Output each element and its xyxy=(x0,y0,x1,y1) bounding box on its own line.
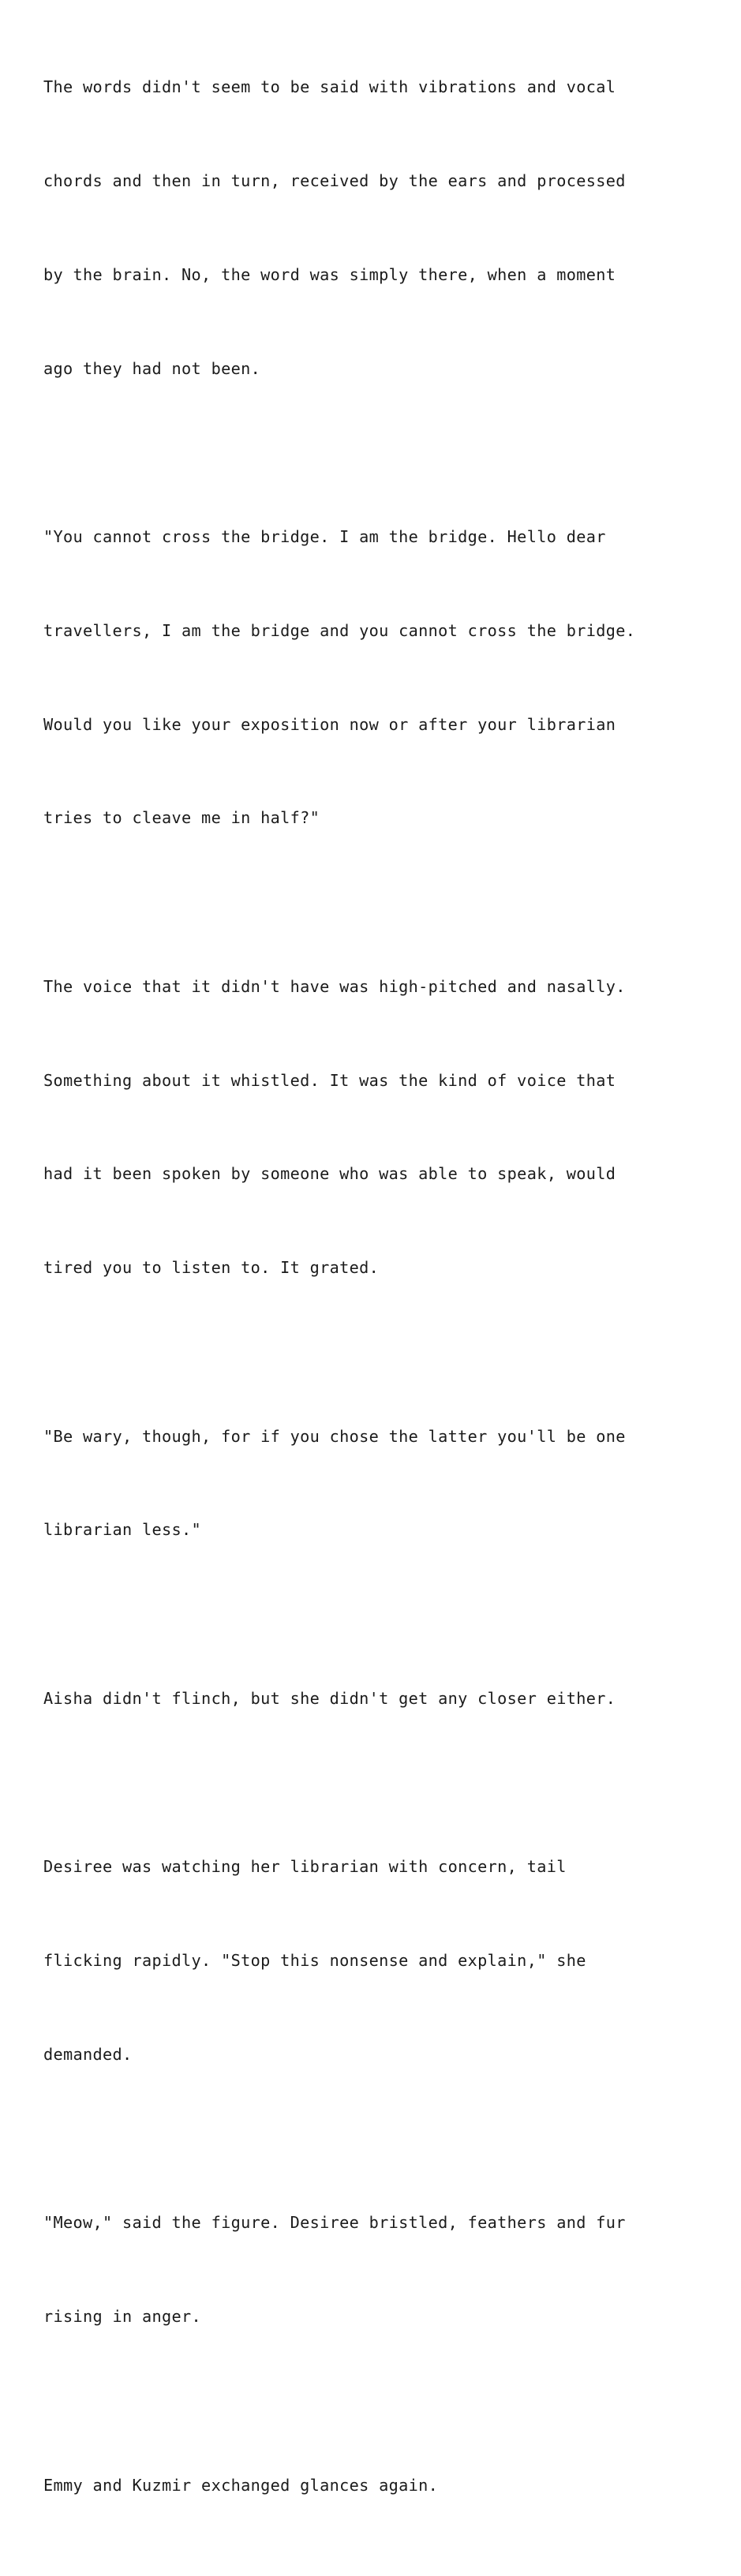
paragraph-5 xyxy=(43,1621,722,1777)
text-line: tired you to listen to. It grated. xyxy=(43,1258,380,1278)
paragraph-2 xyxy=(43,459,722,897)
text-line: The voice that it didn't have was high-pitched and nasally. xyxy=(43,976,626,996)
paragraph-1 xyxy=(43,9,722,447)
text-line: by the brain. No, the word was simply there, when a moment xyxy=(43,264,616,284)
text-line: "Be wary, though, for if you chose the latter you'll be one xyxy=(43,1426,626,1446)
paragraph-6 xyxy=(43,1789,722,2133)
text-line: rising in anger. xyxy=(43,2307,202,2327)
text-line: chords and then in turn, received by the ears and processed xyxy=(43,170,626,190)
text-line: Something about it whistled. It was the kind of voice that xyxy=(43,1070,616,1090)
text-line: Desiree was watching her librarian with concern, tail xyxy=(43,1857,567,1877)
text-line: travellers, I am the bridge and you cannot cross the bridge. xyxy=(43,620,636,640)
text-line: "Meow," said the figure. Desiree bristled, feathers and fur xyxy=(43,2213,626,2233)
text-line: The words didn't seem to be said with vibrations and vocal xyxy=(43,77,616,97)
text-line: demanded. xyxy=(43,2044,133,2064)
paragraph-3 xyxy=(43,909,722,1346)
paragraph-7 xyxy=(43,2145,722,2395)
text-line: tries to cleave me in half?" xyxy=(43,808,320,828)
text-line: Would you like your exposition now or after your librarian xyxy=(43,714,616,734)
text-line: librarian less." xyxy=(43,1520,202,1540)
text-line: ago they had not been. xyxy=(43,358,261,378)
text-line: Aisha didn't flinch, but she didn't get any closer either. xyxy=(43,1688,616,1708)
paragraph-8 xyxy=(43,2407,722,2563)
document-body xyxy=(43,9,722,2576)
paragraph-4 xyxy=(43,1358,722,1608)
text-line: flicking rapidly. "Stop this nonsense and explain," she xyxy=(43,1951,586,1971)
text-line: "You cannot cross the bridge. I am the bridge. Hello dear xyxy=(43,527,606,546)
text-line: had it been spoken by someone who was able to speak, would xyxy=(43,1164,616,1184)
text-line: Emmy and Kuzmir exchanged glances again. xyxy=(43,2475,439,2495)
